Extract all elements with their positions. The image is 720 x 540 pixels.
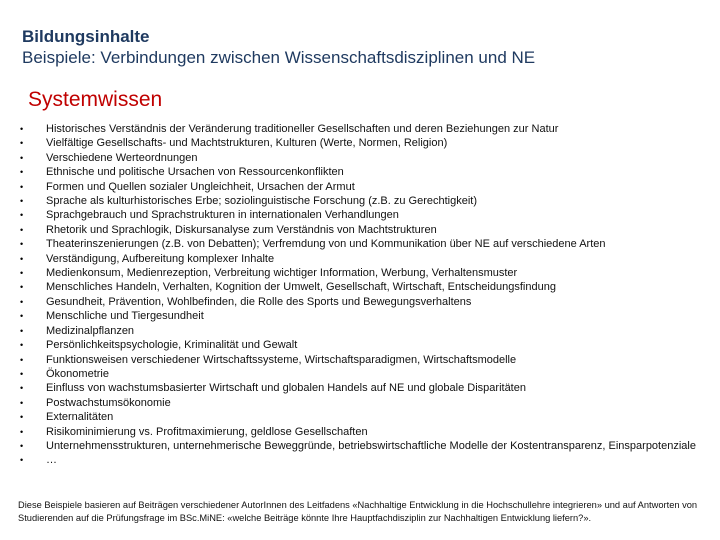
list-item [20,381,700,395]
list-item-text: Gesundheit, Prävention, Wohlbefinden, die Rolle des Sports und Bewegungsverhaltens [46,295,472,308]
slide-header [22,26,702,68]
list-item-text: Medienkonsum, Medienrezeption, Verbreitung wichtiger Information, Werbung, Verhaltensmuster [46,267,518,280]
bullet-icon: • [20,440,24,451]
list-item-text: Externalitäten [46,411,114,424]
list-item [20,295,700,309]
list-item-text: Sprache als kulturhistorisches Erbe; soziolinguistische Forschung (z.B. zu Gerechtigkeit) [46,195,478,208]
list-item [20,122,700,136]
list-item [20,280,700,294]
bullet-icon: • [20,152,24,163]
list-item-text: Formen und Quellen sozialer Ungleichheit, Ursachen der Armut [46,180,355,193]
bullet-icon: • [20,340,24,351]
list-item-text: Menschliches Handeln, Verhalten, Kognition der Umwelt, Gesellschaft, Wirtschaft, Entscheidungsfindung [46,281,556,294]
list-item-text: Postwachstumsökonomie [46,396,171,409]
list-item [20,180,700,194]
list-item [20,453,700,467]
list-item-text: Funktionsweisen verschiedener Wirtschaftssysteme, Wirtschaftsparadigmen, Wirtschaftsmodelle [46,353,517,366]
list-item [20,410,700,424]
list-item [20,165,700,179]
bullet-icon: • [20,282,24,293]
list-item [20,439,700,453]
list-item [20,396,700,410]
bullet-icon: • [20,368,24,379]
bullet-icon: • [20,296,24,307]
list-item-text: Unternehmensstrukturen, unternehmerische Beweggründe, betriebswirtschaftliche Modelle der Kostentransparenz, Einsparpotenziale [46,439,696,452]
list-item [20,208,700,222]
list-item-text: Vielfältige Gesellschafts- und Machtstrukturen, Kulturen (Werte, Normen, Religion) [46,137,448,150]
list-item-text: Einfluss von wachstumsbasierter Wirtschaft und globalen Handels auf NE und globale Disparitäten [46,382,526,395]
bullet-icon: • [20,311,24,322]
bullet-icon: • [20,354,24,365]
list-item-text: Theaterinszenierungen (z.B. von Debatten); Verfremdung von und Kommunikation über NE auf verschiedene Arten [46,238,606,251]
bullet-icon: • [20,181,24,192]
slide-subtitle: Beispiele: Verbindungen zwischen Wissenschaftsdisziplinen und NE [22,48,536,67]
list-item-text: Ethnische und politische Ursachen von Ressourcenkonflikten [46,166,344,179]
slide-title: Bildungsinhalte [22,27,150,46]
list-item-text: Medizinalpflanzen [46,324,135,337]
bullet-icon: • [20,412,24,423]
list-item-text: Verschiedene Werteordnungen [46,151,198,164]
list-item-text: Historisches Verständnis der Veränderung traditioneller Gesellschaften und deren Beziehungen zur Natur [46,123,559,135]
list-item-text: Rhetorik und Sprachlogik, Diskursanalyse zum Verständnis von Machtstrukturen [46,223,437,236]
list-item-text: Verständigung, Aufbereitung komplexer Inhalte [46,252,275,265]
bullet-icon: • [20,383,24,394]
list-item [20,367,700,381]
bullet-icon: • [20,138,24,149]
footnote: Diese Beispiele basieren auf Beiträgen verschiedener AutorInnen des Leitfadens «Nachhaltige Entwicklung in die Hochschullehre integrieren» und auf Antworten von Studierenden auf die Prüfungsfrage im BSc.MiNE: «welche Beiträge könnte Ihre Hauptfachdisziplin zur Nachhaltigen Entwicklung liefern?». [18,500,698,523]
list-item [20,425,700,439]
list-item [20,194,700,208]
list-item [20,151,700,165]
list-item-text: Ökonometrie [46,367,109,380]
bullet-icon: • [20,224,24,235]
list-item [20,136,700,150]
section-heading: Systemwissen [28,88,163,111]
list-item [20,223,700,237]
bullet-list [20,122,700,468]
list-item [20,252,700,266]
bullet-icon: • [20,268,24,279]
list-item [20,338,700,352]
bullet-icon: • [20,196,24,207]
bullet-icon: • [20,124,24,134]
list-item [20,324,700,338]
bullet-icon: • [20,397,24,408]
list-item-text: Sprachgebrauch und Sprachstrukturen in internationalen Verhandlungen [46,209,399,222]
list-item-text: Risikominimierung vs. Profitmaximierung, geldlose Gesellschaften [46,425,368,438]
bullet-icon: • [20,239,24,250]
bullet-icon: • [20,253,24,264]
list-item [20,353,700,367]
bullet-icon: • [20,426,24,437]
list-item-text: … [46,454,57,467]
list-item-text: Persönlichkeitspsychologie, Kriminalität und Gewalt [46,339,298,352]
list-item [20,266,700,280]
list-item [20,237,700,251]
list-item [20,309,700,323]
bullet-icon: • [20,325,24,336]
list-item-text: Menschliche und Tiergesundheit [46,310,204,323]
bullet-icon: • [20,210,24,221]
bullet-icon: • [20,167,24,178]
bullet-icon: • [20,455,24,466]
